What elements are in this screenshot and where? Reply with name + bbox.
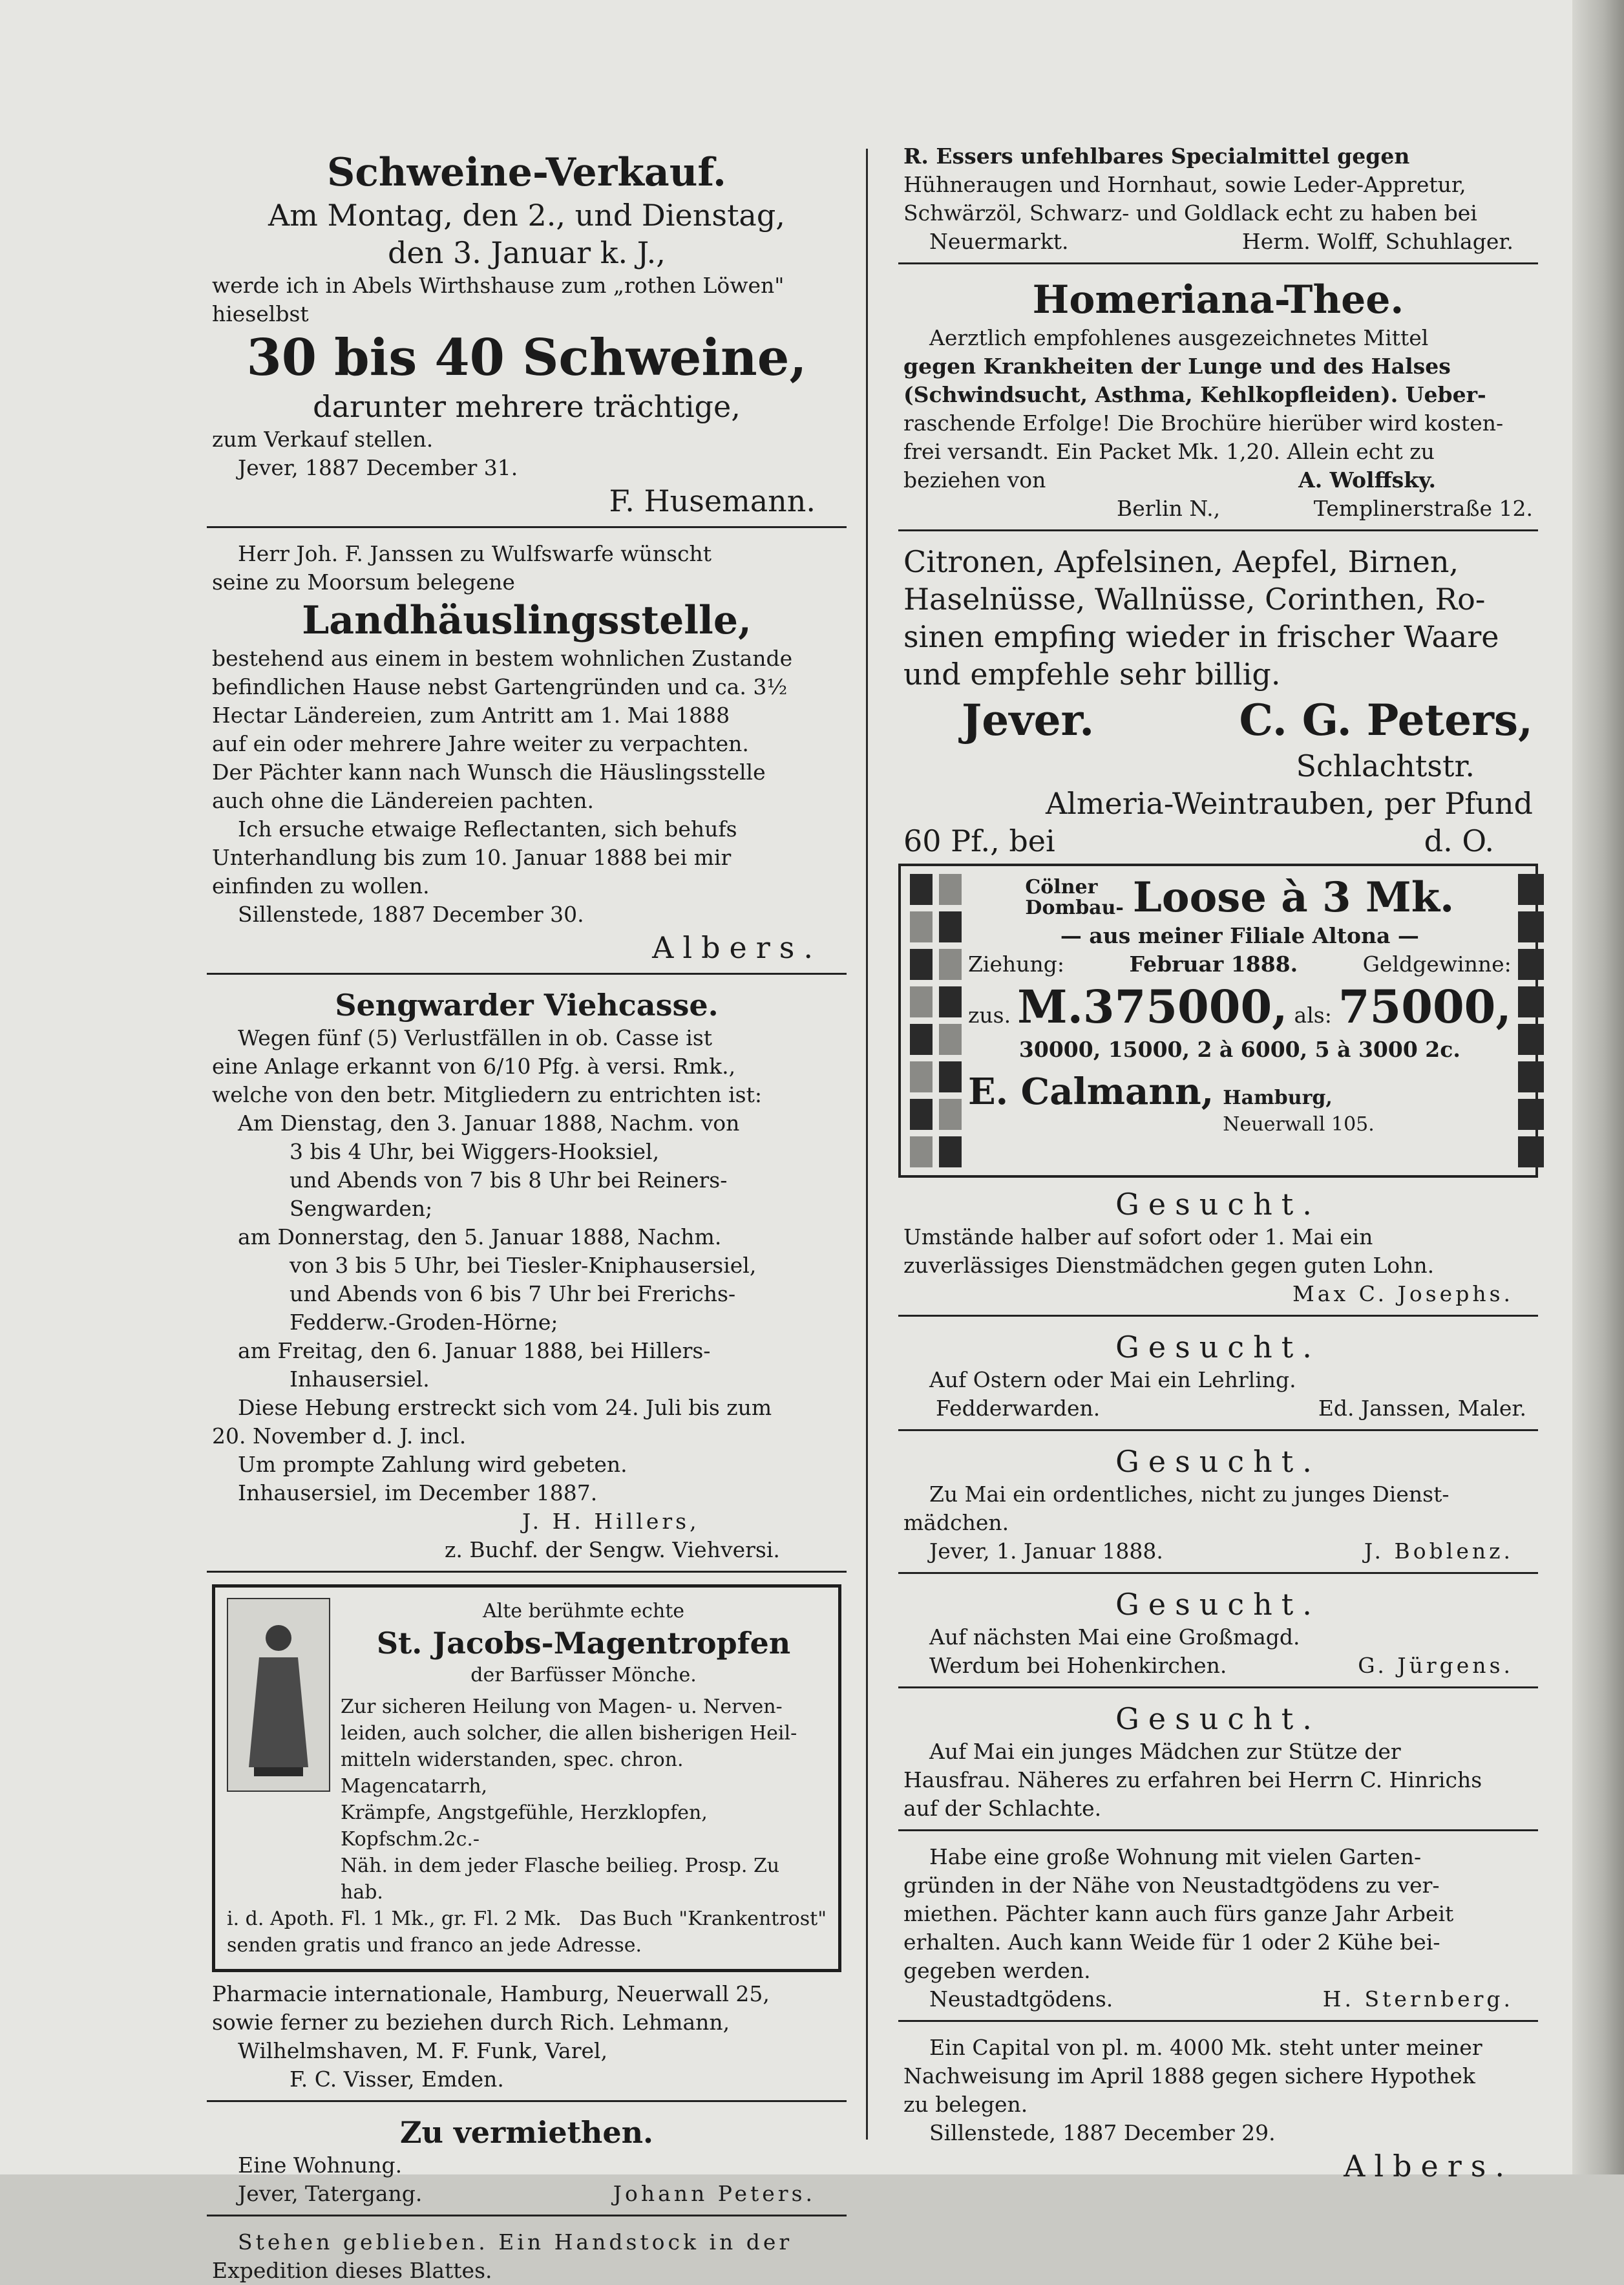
ad-line: Sengwarden; (290, 1196, 433, 1221)
ad-signature: C. G. Peters, (1239, 695, 1533, 745)
ad-line: befindlichen Hause nebst Gartengründen und ca. 3½ (212, 674, 788, 699)
monk-illustration (227, 1598, 330, 1792)
ad-line: Am Dienstag, den 3. Januar 1888, Nachm. von (238, 1111, 740, 1136)
ad-line: Alte berühmte echte (482, 1600, 685, 1622)
ad-line: Hectar Ländereien, zum Antritt am 1. Mai 1888 (212, 703, 730, 728)
ad-line (903, 1394, 1533, 1423)
lotto-amount-row (968, 979, 1512, 1036)
ad-gesucht-5 (898, 1700, 1538, 1823)
ad-line (903, 494, 1533, 523)
ad-title: St. Jacobs-Magentropfen (376, 1626, 791, 1661)
ad-place: Werdum bei Hohenkirchen. (929, 1653, 1227, 1678)
ad-line: sinen empfing wieder in frischer Waare (903, 619, 1499, 654)
ad-line: miethen. Pächter kann auch fürs ganze Jahr Arbeit (903, 1901, 1454, 1926)
ad-line: werde ich in Abels Wirthshause zum „rothen Löwen" (212, 273, 785, 298)
ad-title: Gesucht. (1115, 1587, 1321, 1622)
ad-place: Jever, Tatergang. (238, 2181, 423, 2206)
ad-essers (898, 142, 1538, 256)
ad-jacobs-magentropfen (207, 1584, 847, 2094)
ad-line: von 3 bis 5 Uhr, bei Tiesler-Kniphausersiel, (290, 1253, 757, 1278)
ad-title: Schweine-Verkauf. (327, 150, 726, 195)
ad-capital (898, 2034, 1538, 2185)
separator (898, 1572, 1538, 1574)
checker-border (1518, 874, 1544, 1167)
ad-signature: Herm. Wolff, Schuhlager. (1241, 229, 1513, 254)
ad-line: F. C. Visser, Emden. (290, 2067, 504, 2092)
separator (898, 1686, 1538, 1688)
ad-lotto-box (898, 864, 1538, 1178)
ad-line: frei versandt. Ein Packet Mk. 1,20. Allein echt zu (903, 439, 1435, 464)
separator (898, 529, 1538, 531)
ad-title: Gesucht. (1115, 1444, 1321, 1479)
ad-line: Stehen geblieben. Ein Handstock in der (238, 2229, 793, 2255)
ad-line: auf ein oder mehrere Jahre weiter zu verpachten. (212, 731, 749, 756)
lotto-draw-label: Ziehung: (968, 951, 1065, 977)
ad-line: Zur sicheren Heilung von Magen- u. Nerven- (341, 1695, 783, 1718)
lotto-prefix-1: Cölner (1025, 876, 1098, 898)
ad-line: R. Essers unfehlbares Specialmittel gegen (903, 143, 1410, 169)
lotto-seller-address (1223, 1085, 1375, 1138)
lotto-line: — aus meiner Filiale Altona — (1060, 923, 1419, 948)
ad-line: bestehend aus einem in bestem wohnlichen Zustande (212, 646, 793, 671)
ad-signature: Albers. (1344, 2149, 1513, 2184)
ad-line: Diese Hebung erstreckt sich vom 24. Juli bis zum (238, 1395, 772, 1420)
ad-abbr: d. O. (1424, 824, 1494, 858)
ad-line: Umstände halber auf sofort oder 1. Mai ein (903, 1224, 1373, 1249)
ad-line: (Schwindsucht, Asthma, Kehlkopfleiden). Ueber- (903, 382, 1486, 407)
ad-line: erhalten. Auch kann Weide für 1 oder 2 Kühe bei- (903, 1929, 1440, 1955)
ad-signature: A. Wolffsky. (1298, 467, 1436, 493)
ad-line: der Barfüsser Mönche. (470, 1664, 697, 1686)
ad-box (212, 1584, 841, 1972)
ad-signature: G. Jürgens. (1358, 1653, 1513, 1678)
separator (207, 2100, 847, 2102)
ad-line: zuverlässiges Dienstmädchen gegen guten Lohn. (903, 1253, 1435, 1278)
ad-city: Berlin N., (1117, 496, 1221, 521)
ad-line: Hausfrau. Näheres zu erfahren bei Herrn C. Hinrichs (903, 1767, 1482, 1792)
ad-signature: J. H. Hillers, (522, 1509, 700, 1534)
lotto-prefix-2: Dombau- (1025, 897, 1124, 919)
ad-box-top (227, 1598, 827, 1906)
ad-date: Inhausersiel, im December 1887. (238, 1480, 598, 1505)
ad-title: Homeriana-Thee. (1032, 277, 1404, 323)
separator (207, 2215, 847, 2216)
ad-line: welche von den betr. Mitgliedern zu entrichten ist: (212, 1082, 762, 1107)
ad-line: Auf Ostern oder Mai ein Lehrling. (929, 1367, 1296, 1392)
ad-line: Schwärzöl, Schwarz- und Goldlack echt zu haben bei (903, 200, 1477, 226)
ad-gesucht-1 (898, 1185, 1538, 1308)
right-column (898, 129, 1538, 2185)
ad-line: mitteln widerstanden, spec. chron. Magencatarrh, (341, 1748, 684, 1798)
ad-line: darunter mehrere trächtige, (313, 389, 741, 424)
ad-book: Das Buch "Krankentrost" (579, 1908, 827, 1930)
ad-line: gegeben werden. (903, 1958, 1091, 1983)
separator (207, 973, 847, 975)
separator (898, 1429, 1538, 1431)
ad-landhaeuslingsstelle (207, 540, 847, 966)
ad-highlight: 30 bis 40 Schweine, (246, 328, 807, 387)
ad-peters-fruits (898, 543, 1538, 860)
separator (898, 2020, 1538, 2022)
column-rule (866, 149, 868, 2140)
ad-title: Gesucht. (1115, 1701, 1321, 1736)
ad-sengwarder-viehcasse (207, 986, 847, 1564)
ad-line: Auf Mai ein junges Mädchen zur Stütze der (929, 1739, 1401, 1764)
ad-gesucht-4 (898, 1586, 1538, 1680)
ad-line: auf der Schlachte. (903, 1796, 1102, 1821)
ad-wohnung-neustadtgoedens (898, 1843, 1538, 2014)
ad-line: Zu Mai ein ordentliches, nicht zu junges Dienst- (929, 1482, 1450, 1507)
ad-signature: Johann Peters. (613, 2181, 816, 2206)
ad-line: hieselbst (212, 301, 309, 326)
ad-title: Landhäuslingsstelle, (302, 598, 752, 643)
ad-line: Am Montag, den 2., und Dienstag, (268, 198, 785, 233)
ad-date: Sillenstede, 1887 December 29. (929, 2120, 1276, 2145)
ad-gesucht-3 (898, 1443, 1538, 1566)
ad-line: und Abends von 6 bis 7 Uhr bei Frerichs- (290, 1281, 736, 1306)
ad-line: am Donnerstag, den 5. Januar 1888, Nachm. (238, 1224, 722, 1249)
ad-place: Neuermarkt. (929, 229, 1069, 254)
lotto-main-prize: 75000, (1338, 980, 1512, 1034)
ad-signature: Max C. Josephs. (1292, 1281, 1513, 1306)
lotto-city: Hamburg, (1223, 1087, 1333, 1109)
ad-stehen-geblieben (207, 2228, 847, 2285)
ad-line: raschende Erfolge! Die Brochüre hierüber wird kosten- (903, 410, 1504, 436)
ad-line: 3 bis 4 Uhr, bei Wiggers-Hooksiel, (290, 1139, 660, 1164)
separator (207, 1571, 847, 1573)
separator (207, 526, 847, 528)
ad-title: Gesucht. (1115, 1187, 1321, 1222)
ad-line: Haselnüsse, Wallnüsse, Corinthen, Ro- (903, 582, 1486, 617)
ad-line (903, 228, 1533, 256)
ad-zu-vermiethen (207, 2114, 847, 2208)
lotto-als: als: (1294, 1003, 1332, 1028)
ad-text: beziehen von (903, 467, 1046, 493)
ad-line: Krämpfe, Angstgefühle, Herzklopfen, Kopfschm.2c.- (341, 1801, 708, 1851)
ad-line: gegen Krankheiten der Lunge und des Halses (903, 354, 1451, 379)
ad-line: auch ohne die Ländereien pachten. (212, 788, 594, 813)
separator (898, 1315, 1538, 1317)
ad-line: leiden, auch solcher, die allen bisherigen Heil- (341, 1722, 797, 1745)
ad-line: am Freitag, den 6. Januar 1888, bei Hillers- (238, 1338, 711, 1363)
ad-signature: Albers. (652, 930, 822, 965)
ad-line: Inhausersiel. (290, 1366, 430, 1392)
ad-line: Wegen fünf (5) Verlustfällen in ob. Casse ist (238, 1025, 713, 1050)
ad-date: Jever, 1. Januar 1888. (929, 1538, 1163, 1564)
ad-title: Gesucht. (1115, 1330, 1321, 1365)
ad-line: Habe eine große Wohnung mit vielen Garten- (929, 1844, 1422, 1869)
lotto-line (968, 950, 1512, 979)
lotto-seller-row (968, 1068, 1512, 1138)
ad-date: Sillenstede, 1887 December 30. (238, 902, 584, 927)
checker-border (910, 874, 962, 1167)
ad-line (903, 1652, 1533, 1680)
ad-title: Zu vermiethen. (399, 2115, 654, 2150)
ad-line (227, 1906, 827, 1932)
ad-line (903, 822, 1533, 860)
left-column (207, 129, 847, 2285)
ad-place: Fedderwarden. (936, 1396, 1101, 1421)
ad-line: Wilhelmshaven, M. F. Funk, Varel, (238, 2038, 608, 2063)
lotto-zus: zus. (968, 1003, 1011, 1028)
ad-line: Ein Capital von pl. m. 4000 Mk. steht unter meiner (929, 2035, 1482, 2060)
ad-line: Fedderw.-Groden-Hörne; (290, 1310, 558, 1335)
lotto-prizes-label: Geldgewinne: (1362, 951, 1512, 977)
ad-line: zu belegen. (903, 2092, 1028, 2117)
ad-line: Citronen, Apfelsinen, Aepfel, Birnen, (903, 544, 1459, 579)
ad-line: Unterhandlung bis zum 10. Januar 1888 bei mir (212, 845, 732, 870)
ad-line: Herr Joh. F. Janssen zu Wulfswarfe wünscht (238, 541, 712, 566)
ad-line: gründen in der Nähe von Neustadtgödens zu ver- (903, 1873, 1440, 1898)
ad-line: Nachweisung im April 1888 gegen sichere Hypothek (903, 2063, 1475, 2088)
ad-line: 20. November d. J. incl. (212, 1423, 467, 1449)
lotto-seller: E. Calmann, (968, 1070, 1214, 1113)
ad-line: seine zu Moorsum belegene (212, 569, 515, 595)
ad-line: und Abends von 7 bis 8 Uhr bei Reiners- (290, 1167, 728, 1193)
ad-line: Ich ersuche etwaige Reflectanten, sich behufs (238, 816, 737, 842)
ad-line: senden gratis und franco an jede Adresse. (227, 1934, 642, 1957)
ad-price: 60 Pf., bei (903, 824, 1055, 858)
lotto-title: Loose à 3 Mk. (1132, 873, 1455, 922)
ad-signature: Ed. Janssen, Maler. (1318, 1396, 1526, 1421)
ad-line: Näh. in dem jeder Flasche beilieg. Prosp. Zu hab. (341, 1855, 780, 1904)
lotto-content (968, 874, 1512, 1167)
lotto-line: 30000, 15000, 2 à 6000, 5 à 3000 2c. (1018, 1037, 1461, 1062)
ad-line: mädchen. (903, 1510, 1009, 1535)
ad-line: einfinden zu wollen. (212, 873, 430, 898)
separator (898, 1829, 1538, 1831)
ad-line (903, 1537, 1533, 1566)
ad-signature: J. Boblenz. (1364, 1538, 1513, 1564)
ad-line: Aerztlich empfohlenes ausgezeichnetes Mittel (929, 325, 1429, 350)
ad-line: Um prompte Zahlung wird gebeten. (238, 1452, 627, 1477)
ad-signature-line (903, 693, 1533, 747)
ad-line: zum Verkauf stellen. (212, 427, 434, 452)
ad-signature: F. Husemann. (609, 484, 816, 518)
lotto-title-row (968, 874, 1512, 922)
ad-place: Jever. (962, 695, 1095, 745)
ad-street: Schlachtstr. (1296, 749, 1475, 783)
ad-signature: z. Buchf. der Sengw. Viehversi. (445, 1537, 780, 1562)
lotto-amount: M.375000, (1017, 980, 1288, 1034)
ad-schweine-verkauf (207, 149, 847, 520)
ad-line: Auf nächsten Mai eine Großmagd. (929, 1624, 1300, 1650)
ad-gesucht-2 (898, 1328, 1538, 1423)
ad-box-text (341, 1598, 827, 1906)
ad-title: Sengwarder Viehcasse. (335, 988, 719, 1023)
ad-line: Hühneraugen und Hornhaut, sowie Leder-Appretur, (903, 172, 1466, 197)
ad-line: den 3. Januar k. J., (388, 235, 666, 270)
ad-signature: H. Sternberg. (1322, 1986, 1513, 2012)
lotto-prefix (1025, 877, 1123, 919)
page-edge (1572, 0, 1624, 2174)
ad-address: Templinerstraße 12. (1313, 496, 1533, 521)
ad-line: Expedition dieses Blattes. (212, 2258, 492, 2283)
ad-line: Eine Wohnung. (238, 2152, 403, 2178)
ad-line: Pharmacie internationale, Hamburg, Neuerwall 25, (212, 1981, 770, 2006)
ad-line: und empfehle sehr billig. (903, 657, 1281, 692)
ad-line: eine Anlage erkannt von 6/10 Pfg. à versi. Rmk., (212, 1054, 736, 1079)
ad-line: Almeria-Weintrauben, per Pfund (1045, 786, 1533, 821)
ad-price: i. d. Apoth. Fl. 1 Mk., gr. Fl. 2 Mk. (227, 1908, 562, 1930)
ad-homeriana-thee (898, 276, 1538, 523)
ad-place: Neustadtgödens. (929, 1986, 1113, 2012)
ad-line (903, 1985, 1533, 2014)
ad-line: Der Pächter kann nach Wunsch die Häuslingsstelle (212, 760, 766, 785)
ad-line: sowie ferner zu beziehen durch Rich. Lehmann, (212, 2010, 730, 2035)
ad-line (903, 466, 1533, 494)
separator (898, 262, 1538, 264)
ad-date: Jever, 1887 December 31. (238, 455, 518, 480)
ad-line (212, 2180, 841, 2208)
lotto-address: Neuerwall 105. (1223, 1113, 1375, 1136)
lotto-draw-date: Februar 1888. (1129, 951, 1298, 977)
